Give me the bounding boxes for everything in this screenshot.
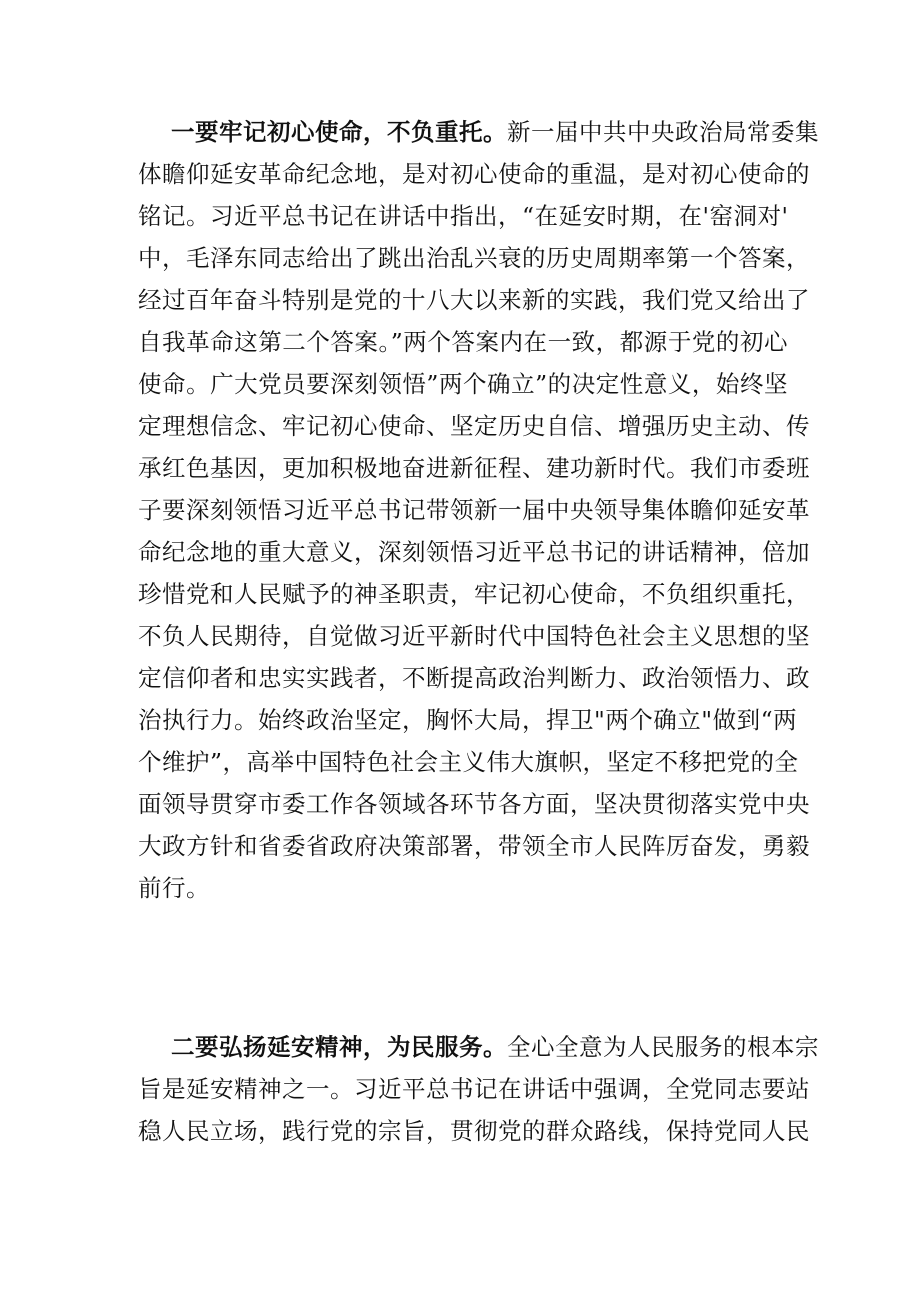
paragraph-1 (138, 111, 819, 909)
paragraph-2-heading: 二要弘扬延安精神，为民服务。 (171, 1033, 507, 1061)
paragraph-1-line: 子要深刻领悟习近平总书记带领新一届中央领导集体瞻仰延安革 (138, 496, 810, 524)
paragraph-1-last-line: 前行。 (138, 874, 210, 902)
paragraph-1-line: 体瞻仰延安革命纪念地，是对初心使命的重温，是对初心使命的 (138, 160, 810, 188)
paragraph-1-line: 定信仰者和忠实实践者，不断提高政治判断力、政治领悟力、政 (138, 664, 810, 692)
paragraph-1-heading: 一要牢记初心使命，不负重托。 (171, 118, 507, 146)
paragraph-2-first-line-text: 全心全意为人民服务的根本宗 (507, 1033, 819, 1061)
paragraph-1-line: 使命。广大党员要深刻领悟”两个确立”的决定性意义，始终坚 (138, 370, 788, 398)
paragraph-2-line: 旨是延安精神之一。习近平总书记在讲话中强调，全党同志要站 (138, 1075, 810, 1103)
paragraph-2-line: 稳人民立场，践行党的宗旨，贯彻党的群众路线，保持党同人民 (138, 1117, 810, 1145)
paragraph-1-first-line (138, 111, 819, 153)
paragraph-2-first-line (138, 1026, 819, 1068)
paragraph-1-line: 不负人民期待，自觉做习近平新时代中国特色社会主义思想的坚 (138, 622, 810, 650)
paragraph-1-line: 承红色基因，更加积极地奋进新征程、建功新时代。我们市委班 (138, 454, 810, 482)
paragraph-1-line: 铭记。习近平总书记在讲话中指出，“在延安时期，在'窑洞对' (138, 202, 789, 230)
paragraph-1-line: 治执行力。始终政治坚定，胸怀大局，捍卫"两个确立"做到“两 (138, 706, 798, 734)
paragraph-1-line: 命纪念地的重大意义，深刻领悟习近平总书记的讲话精神，倍加 (138, 538, 810, 566)
paragraph-1-line: 中，毛泽东同志给出了跳出治乱兴衰的历史周期率第一个答案， (138, 244, 810, 272)
paragraph-1-line: 大政方针和省委省政府决策部署，带领全市人民阵厉奋发，勇毅 (138, 832, 810, 860)
paragraph-1-line: 定理想信念、牢记初心使命、坚定历史自信、增强历史主动、传 (138, 412, 810, 440)
paragraph-1-line: 面领导贯穿市委工作各领域各环节各方面，坚决贯彻落实党中央 (138, 790, 810, 818)
paragraph-1-line: 个维护”，高举中国特色社会主义伟大旗帜，坚定不移把党的全 (138, 748, 799, 776)
paragraph-2 (138, 1026, 819, 1152)
paragraph-1-line: 经过百年奋斗特别是党的十八大以来新的实践，我们党又给出了 (138, 286, 810, 314)
paragraph-1-line: 自我革命这第二个答案。”两个答案内在一致，都源于党的初心 (138, 328, 788, 356)
paragraph-1-line: 珍惜党和人民赋予的神圣职责，牢记初心使命，不负组织重托， (138, 580, 810, 608)
paragraph-1-first-line-text: 新一届中共中央政治局常委集 (507, 118, 819, 146)
